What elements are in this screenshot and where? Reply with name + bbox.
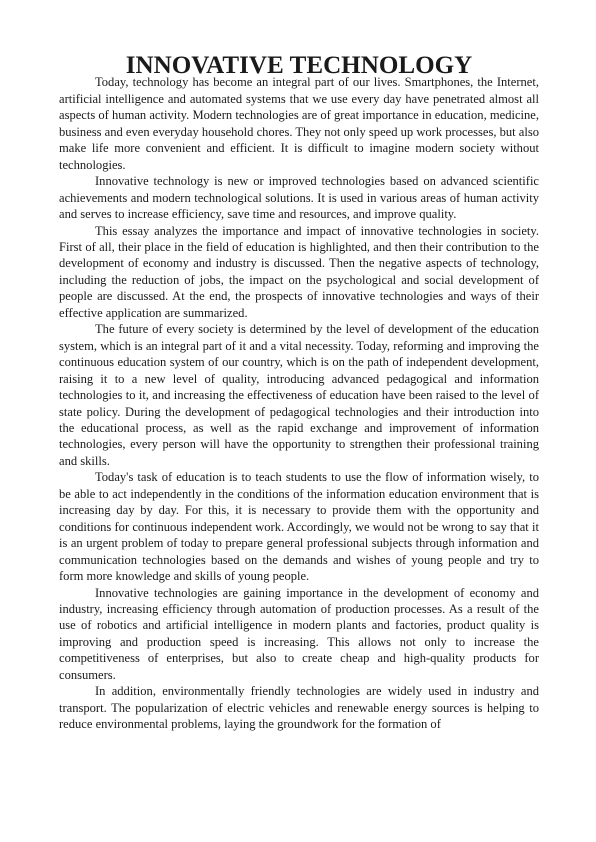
document-page bbox=[59, 52, 539, 733]
paragraph-definition: Innovative technology is new or improved technologies based on advanced scientific achievements and modern technological solutions. It is used in various areas of human activity and serves to increase efficiency, save time and resources, and improve quality. bbox=[59, 174, 539, 222]
paragraph-introduction: Today, technology has become an integral part of our lives. Smartphones, the Internet, artificial intelligence and automated systems that we use every day have penetrated almost all aspects of human activity. Modern technologies are of great importance in education, medicine, business and even everyday household chores. They not only speed up work processes, but also make life more convenient and efficient. It is difficult to imagine modern society without technologies. bbox=[59, 75, 539, 172]
paragraph-education-system: The future of every society is determined by the level of development of the education system, which is an integral part of it and a vital necessity. Today, reforming and improving the continuous education system of our country, which is on the path of independent development, raising it to a new level of quality, introducing advanced pedagogical and information technologies to it, and increasing the effectiveness of education have been raised to the level of state policy. During the development of pedagogical technologies and their introduction into the educational process, as well as the rapid exchange and improvement of information technologies, every person will have the opportunity to strengthen their professional training and skills. bbox=[59, 322, 539, 468]
document-title: INNOVATIVE TECHNOLOGY bbox=[125, 52, 473, 79]
paragraph-education-task: Today's task of education is to teach students to use the flow of information wisely, to be able to act independently in the conditions of the information education environment that is increasing day by day. For this, it is necessary to provide them with the opportunity and conditions for continuous independent work. Accordingly, we would not be wrong to say that it is an urgent problem of today to prepare general professional subjects through information and communication technologies based on the demands and wishes of young people and try to form more knowledge and skills of young people. bbox=[59, 470, 539, 584]
paragraph-essay-overview: This essay analyzes the importance and impact of innovative technologies in society. First of all, their place in the field of education is highlighted, and then their contribution to the development of economy and industry is discussed. Then the negative aspects of technology, including the reduction of jobs, the impact on the psychological and social development of people are discussed. At the end, the prospects of innovative technologies and ways of their effective application are summarized. bbox=[59, 223, 539, 320]
paragraph-environment: In addition, environmentally friendly technologies are widely used in industry and transport. The popularization of electric vehicles and renewable energy sources is helping to reduce environmental problems, laying the groundwork for the formation of bbox=[59, 684, 539, 732]
paragraph-economy-industry: Innovative technologies are gaining importance in the development of economy and industry, increasing efficiency through automation of production processes. As a result of the use of robotics and artificial intelligence in modern plants and factories, product quality is improving and production speed is increasing. This allows not only to increase the competitiveness of enterprises, but also to create cheap and high-quality products for consumers. bbox=[59, 585, 539, 682]
